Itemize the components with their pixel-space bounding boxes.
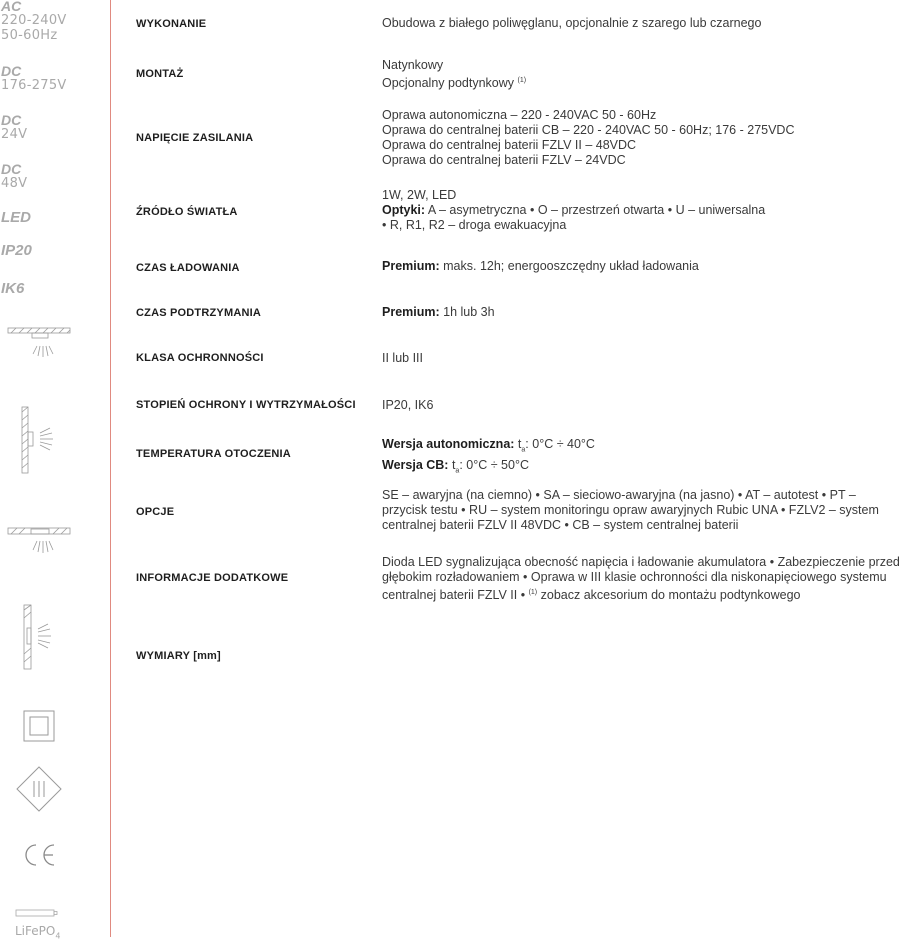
spec-dc-24	[1, 112, 27, 143]
value-line: 1W, 2W, LED	[382, 188, 457, 202]
value-line: II lub III	[382, 351, 423, 365]
row-value	[382, 437, 907, 478]
value-line: Natynkowy	[382, 58, 444, 72]
value-line: przycisk testu • RU – system monitoringu opraw awaryjnych Rubic UNA • FZLV2 – system	[382, 503, 879, 517]
row-key: CZAS PODTRZYMANIA	[136, 307, 262, 319]
spec-label: LED	[1, 209, 31, 226]
spec-label: DC	[1, 161, 22, 177]
value-line: Wersja autonomiczna: $t_a$: 0°C ÷ 40°C	[382, 437, 595, 454]
value-line: Premium: maks. 12h; energooszczędny układ ładowania	[382, 259, 699, 273]
row-key: CZAS ŁADOWANIA	[136, 262, 240, 274]
row-value	[382, 398, 907, 413]
protection-class-iii-icon	[16, 766, 62, 812]
protection-class-ii-icon	[23, 710, 55, 742]
spec-label: AC	[1, 0, 22, 14]
spec-value: 50-60Hz	[1, 28, 58, 44]
row-value	[382, 259, 907, 274]
lifepo4-label: LiFePO$_4$	[15, 924, 61, 940]
spec-ac	[1, 0, 67, 44]
value-line: centralnej baterii FZLV II 48VDC • CB – system centralnej baterii	[382, 518, 739, 532]
value-line: IP20, IK6	[382, 398, 434, 412]
sidebar-divider	[110, 0, 111, 937]
row-key: STOPIEŃ OCHRONY I WYTRZYMAŁOŚCI	[136, 399, 356, 411]
value-line: Oprawa do centralnej baterii FZLV – 24VDC	[382, 153, 626, 167]
row-value	[382, 108, 907, 168]
spec-dc-176	[1, 63, 67, 94]
value-line: Premium: 1h lub 3h	[382, 305, 495, 319]
row-key: INFORMACJE DODATKOWE	[136, 572, 289, 584]
value-line: Opcjonalny podtynkowy $^{(1)}$	[382, 76, 527, 91]
spec-value: 48V	[1, 176, 28, 192]
spec-ik6	[1, 280, 24, 297]
value-line: Obudowa z białego poliwęglanu, opcjonalnie z szarego lub czarnego	[382, 16, 762, 30]
spec-value: 176-275V	[1, 78, 67, 94]
value-line: centralnej baterii FZLV II • $^{(1)}$ zobacz akcesorium do montażu podtynkowego	[382, 588, 801, 603]
spec-label: DC	[1, 63, 22, 79]
row-value	[382, 555, 907, 603]
value-line: Oprawa do centralnej baterii CB – 220 - 240VAC 50 - 60Hz; 176 - 275VDC	[382, 123, 795, 137]
spec-led	[1, 209, 31, 226]
row-value	[382, 488, 907, 533]
wall-mount-icon	[20, 406, 60, 474]
row-key: MONTAŻ	[136, 68, 184, 80]
row-key: ŹRÓDŁO ŚWIATŁA	[136, 206, 238, 218]
value-line: Optyki: A – asymetryczna • O – przestrzeń otwarta • U – uniwersalna	[382, 203, 766, 217]
ce-mark-icon	[22, 842, 58, 868]
value-line: SE – awaryjna (na ciemno) • SA – sieciowo-awaryjna (na jasno) • AT – autotest • PT –	[382, 488, 856, 502]
value-line: Dioda LED sygnalizująca obecność napięcia i ładowanie akumulatora • Zabezpieczenie przed	[382, 555, 900, 569]
row-key: NAPIĘCIE ZASILANIA	[136, 132, 254, 144]
value-line: Wersja CB: $t_a$: 0°C ÷ 50°C	[382, 457, 529, 474]
row-value	[382, 16, 907, 31]
lifepo4-battery-icon	[15, 904, 65, 940]
value-line: • R, R1, R2 – droga ewakuacyjna	[382, 218, 567, 232]
spec-value: 24V	[1, 127, 28, 143]
spec-label: DC	[1, 112, 22, 128]
ceiling-mount-icon	[7, 326, 73, 362]
row-value	[382, 188, 907, 233]
spec-value: 220-240V	[1, 13, 67, 29]
recessed-wall-icon	[22, 604, 62, 670]
value-line: Oprawa autonomiczna – 220 - 240VAC 50 - 60Hz	[382, 108, 657, 122]
row-key: TEMPERATURA OTOCZENIA	[136, 448, 291, 460]
row-key: WYMIARY [mm]	[136, 650, 221, 662]
row-value	[382, 58, 907, 91]
row-key: OPCJE	[136, 506, 175, 518]
spec-ip20	[1, 242, 32, 259]
spec-label: IK6	[1, 280, 25, 297]
row-key: KLASA OCHRONNOŚCI	[136, 352, 264, 364]
sidebar	[0, 0, 110, 940]
spec-label: IP20	[1, 242, 32, 259]
value-line: Oprawa do centralnej baterii FZLV II – 48VDC	[382, 138, 637, 152]
row-value	[382, 351, 907, 366]
recessed-ceiling-icon	[7, 526, 73, 556]
spec-dc-48	[1, 161, 27, 192]
row-value	[382, 305, 907, 320]
value-line: głębokim rozładowaniem • Oprawa w III klasie ochronności dla niskonapięciowego systemu	[382, 570, 887, 584]
row-key: WYKONANIE	[136, 18, 207, 30]
